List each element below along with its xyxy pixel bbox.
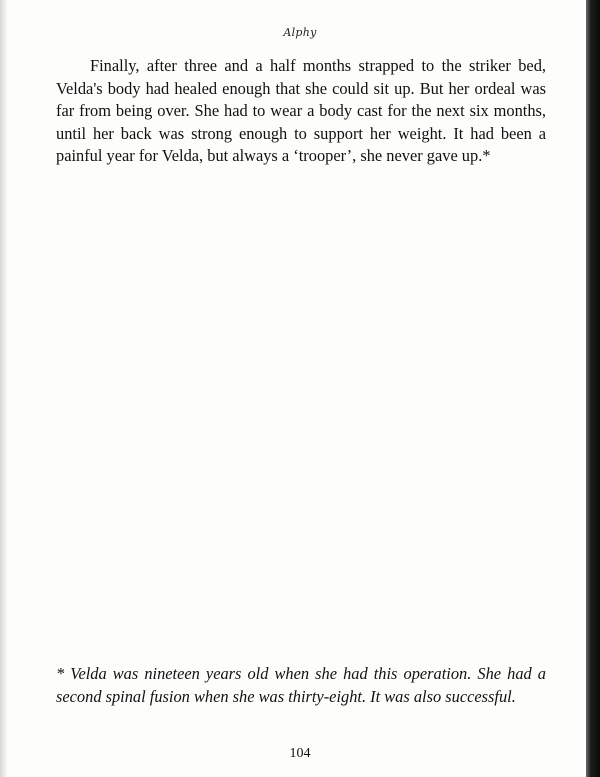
running-head: Alphy: [283, 26, 317, 39]
page-gutter-shadow: [0, 0, 8, 777]
binding-edge: [586, 0, 600, 777]
body-paragraph: Finally, after three and a half months strapped to the striker bed, Velda's body had healed enough that she could sit up. But her ordeal was far from being over. She had to wear a body cast for the next six months, until her back was strong enough to support her weight. It had been a painful year for Velda, but always a ‘trooper’, she never gave up.*: [56, 56, 546, 166]
page-number: 104: [289, 746, 311, 761]
footnote: * Velda was nineteen years old when she had this operation. She had a second spinal fusion when she was thirty-eight. It was also successful.: [56, 664, 546, 706]
